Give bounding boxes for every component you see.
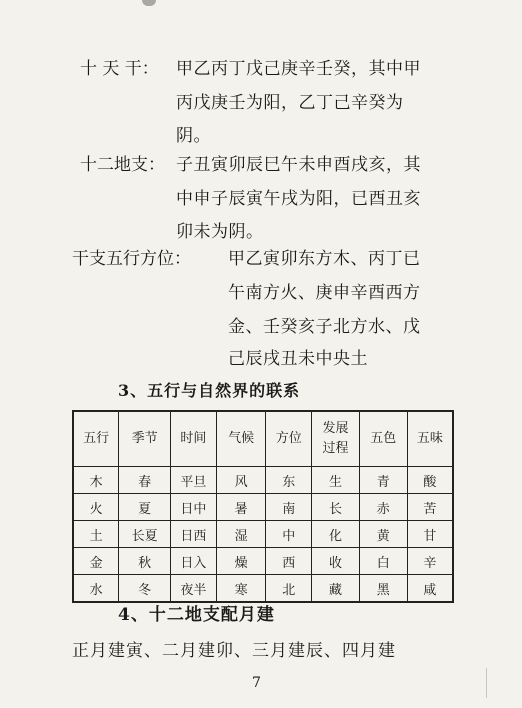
table-cell: 辛 <box>407 548 453 575</box>
table-cell: 藏 <box>312 575 360 603</box>
table-cell: 平旦 <box>170 467 216 494</box>
table-header-cell: 方位 <box>266 411 312 467</box>
definition-term: 十 天 干： <box>80 59 159 79</box>
table-header-cell: 季节 <box>119 411 171 467</box>
definition-line: 卯未为阴。 <box>176 222 264 242</box>
five-elements-table <box>72 410 454 603</box>
table-header-cell: 五味 <box>407 411 453 467</box>
table-cell: 西 <box>266 548 312 575</box>
table-header-cell: 发展 过程 <box>312 411 360 467</box>
table-row <box>73 467 453 494</box>
table-header-cell: 时间 <box>170 411 216 467</box>
definition-term: 干支五行方位： <box>72 249 191 269</box>
table-cell: 土 <box>73 521 119 548</box>
table-cell: 秋 <box>119 548 171 575</box>
table-cell: 春 <box>119 467 171 494</box>
page-number: 7 <box>252 675 261 691</box>
table-cell: 东 <box>266 467 312 494</box>
table-cell: 甘 <box>407 521 453 548</box>
table-cell: 北 <box>266 575 312 603</box>
table-cell: 风 <box>216 467 266 494</box>
table-cell: 南 <box>266 494 312 521</box>
ink-blot <box>142 0 156 6</box>
definition-line: 甲乙丙丁戊己庚辛壬癸，其中甲 <box>176 59 421 79</box>
table-cell: 湿 <box>216 521 266 548</box>
table-row <box>73 494 453 521</box>
table-cell: 日中 <box>170 494 216 521</box>
table-header-cell: 气候 <box>216 411 266 467</box>
definition-line: 子丑寅卯辰巳午未申酉戌亥，其 <box>176 155 421 175</box>
table-cell: 白 <box>359 548 407 575</box>
definition-line: 中申子辰寅午戌为阳，已酉丑亥 <box>176 189 421 209</box>
definition-line: 甲乙寅卯东方木、丙丁已 <box>228 249 421 269</box>
table-cell: 中 <box>266 521 312 548</box>
table-header-row <box>73 411 453 467</box>
table-cell: 水 <box>73 575 119 603</box>
body-text-line: 正月建寅、二月建卯、三月建辰、四月建 <box>72 641 396 661</box>
table-cell: 咸 <box>407 575 453 603</box>
table-cell: 苦 <box>407 494 453 521</box>
table-cell: 燥 <box>216 548 266 575</box>
table-cell: 黄 <box>359 521 407 548</box>
table-cell: 长 <box>312 494 360 521</box>
table-cell: 寒 <box>216 575 266 603</box>
table-cell: 夏 <box>119 494 171 521</box>
table-row <box>73 521 453 548</box>
table-cell: 赤 <box>359 494 407 521</box>
page-edge-mark <box>486 668 497 698</box>
table-cell: 青 <box>359 467 407 494</box>
definition-line: 丙戊庚壬为阳，乙丁己辛癸为 <box>176 93 404 113</box>
table-cell: 长夏 <box>119 521 171 548</box>
table-header-cell: 五行 <box>73 411 119 467</box>
table-row <box>73 575 453 603</box>
table-cell: 酸 <box>407 467 453 494</box>
definition-line: 阴。 <box>176 126 211 146</box>
table-cell: 黑 <box>359 575 407 603</box>
table-cell: 暑 <box>216 494 266 521</box>
definition-line: 金、壬癸亥子北方水、戊 <box>228 317 421 337</box>
definition-line: 午南方火、庚申辛酉西方 <box>228 283 421 303</box>
table-cell: 化 <box>312 521 360 548</box>
table-cell: 冬 <box>119 575 171 603</box>
table-cell: 日西 <box>170 521 216 548</box>
table-cell: 火 <box>73 494 119 521</box>
table-cell: 夜半 <box>170 575 216 603</box>
table-row <box>73 548 453 575</box>
section-3-heading: 3、五行与自然界的联系 <box>118 381 301 400</box>
table-cell: 日入 <box>170 548 216 575</box>
table-cell: 收 <box>312 548 360 575</box>
section-4-heading: 4、十二地支配月建 <box>118 605 275 625</box>
definition-term: 十二地支： <box>80 155 165 175</box>
table-header-cell: 五色 <box>359 411 407 467</box>
table-cell: 木 <box>73 467 119 494</box>
table-cell: 金 <box>73 548 119 575</box>
table-cell: 生 <box>312 467 360 494</box>
definition-line: 己辰戌丑未中央土 <box>228 349 368 369</box>
